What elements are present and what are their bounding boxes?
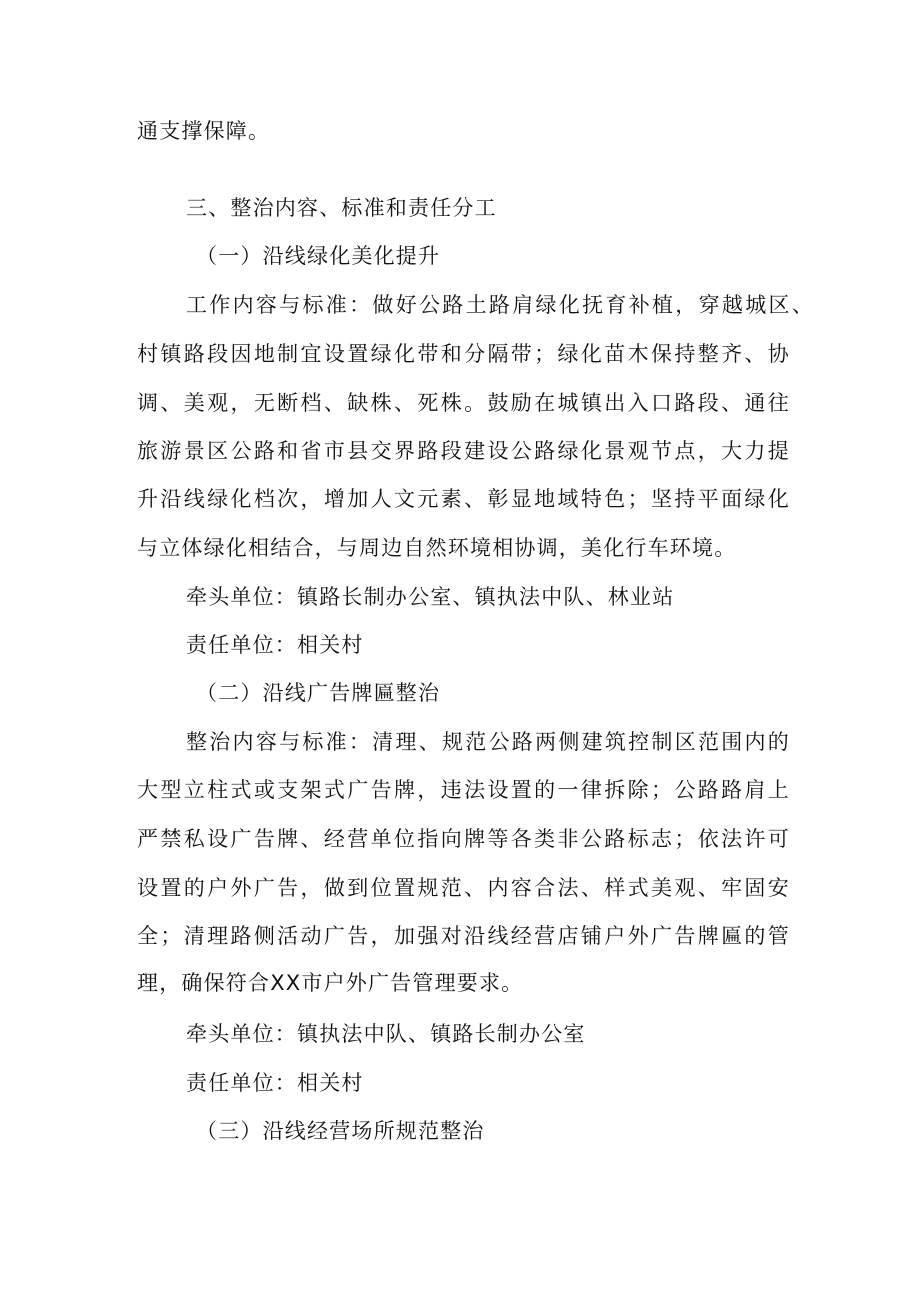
lead-unit-line: 牵头单位：镇执法中队、镇路长制办公室 [186, 1022, 586, 1046]
subsection-heading: （二）沿线广告牌匾整治 [196, 681, 441, 705]
paragraph-line: 全；清理路侧活动广告，加强对沿线经营店铺户外广告牌匾的管 [137, 924, 790, 948]
paragraph-line: 设置的户外广告，做到位置规范、内容合法、样式美观、牢固安 [137, 876, 790, 900]
paragraph-line: 工作内容与标准：做好公路土路肩绿化抚育补植，穿越城区、 [186, 293, 814, 317]
subsection-heading: （三）沿线经营场所规范整治 [196, 1119, 485, 1143]
responsible-unit-line: 责任单位：相关村 [186, 1071, 364, 1095]
paragraph-line: 村镇路段因地制宜设置绿化带和分隔带；绿化苗木保持整齐、协 [137, 342, 790, 366]
section-heading: 三、整治内容、标准和责任分工 [186, 196, 497, 220]
paragraph-line: 理，确保符合XX市户外广告管理要求。 [137, 971, 524, 995]
paragraph-line: 严禁私设广告牌、经营单位指向牌等各类非公路标志；依法许可 [137, 827, 790, 851]
paragraph-line: 整治内容与标准：清理、规范公路两侧建筑控制区范围内的 [186, 730, 790, 754]
subsection-heading: （一）沿线绿化美化提升 [196, 244, 441, 268]
responsible-unit-line: 责任单位：相关村 [186, 633, 364, 657]
paragraph-line: 大型立柱式或支架式广告牌，违法设置的一律拆除；公路路肩上 [137, 778, 790, 802]
paragraph-line: 旅游景区公路和省市县交界路段建设公路绿化景观节点，大力提 [137, 439, 790, 463]
paragraph-line: 升沿线绿化档次，增加人文元素、彰显地域特色；坚持平面绿化 [137, 487, 790, 511]
lead-unit-line: 牵头单位：镇路长制办公室、镇执法中队、林业站 [186, 585, 675, 609]
paragraph-line: 通支撑保障。 [137, 119, 271, 143]
paragraph-line: 调、美观，无断档、缺株、死株。鼓励在城镇出入口路段、通往 [137, 391, 790, 415]
paragraph-line: 与立体绿化相结合，与周边自然环境相协调，美化行车环境。 [137, 536, 737, 560]
